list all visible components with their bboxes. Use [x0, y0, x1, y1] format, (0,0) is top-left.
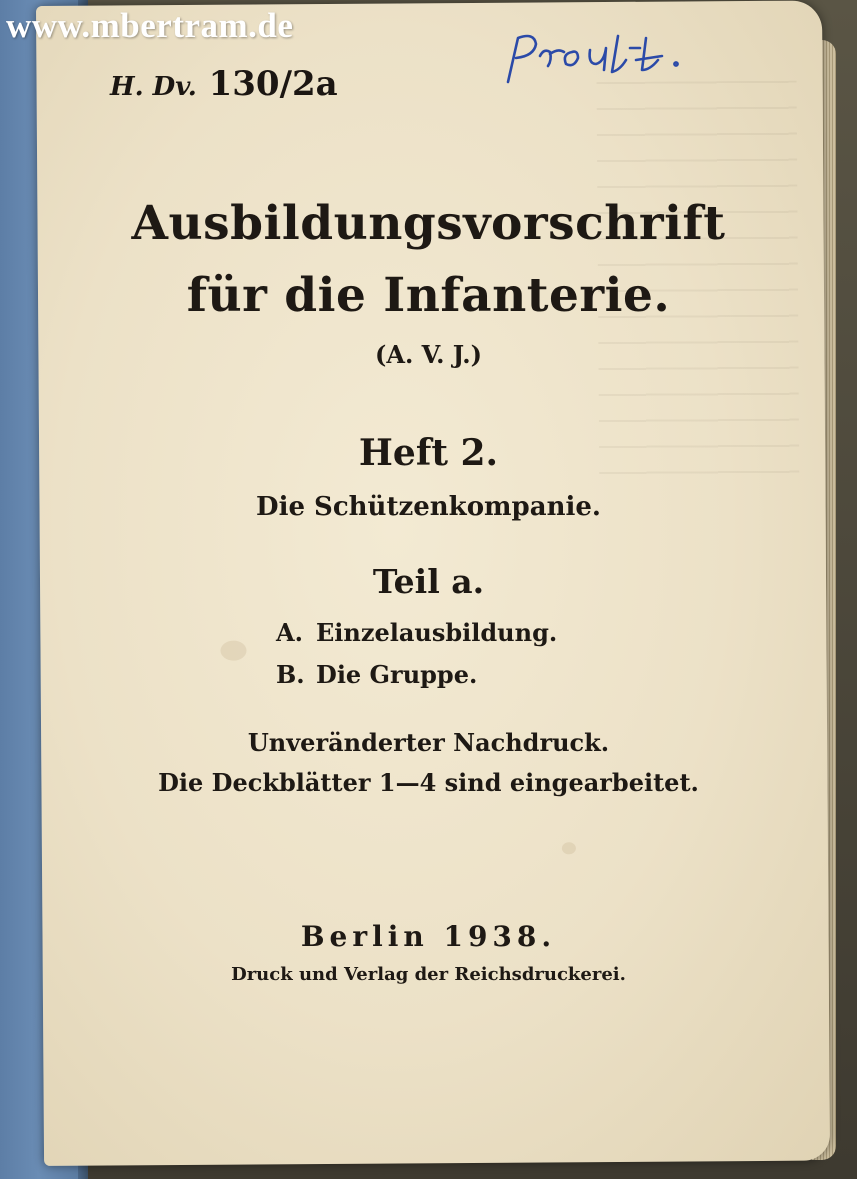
title-abbreviation: (A. V. J.) [374, 340, 483, 369]
reprint-note: Unveränderter Nachdruck. [247, 728, 610, 757]
contents-item-letter: B. [276, 660, 305, 689]
contents-item [276, 618, 557, 647]
volume-subtitle: Die Schützenkompanie. [256, 492, 601, 522]
handwritten-note-signature [500, 30, 700, 100]
regulation-code-number: 130/2a [208, 64, 338, 104]
volume-heading: Heft 2. [358, 432, 499, 474]
part-heading: Teil a. [372, 562, 485, 601]
place-and-year: Berlin 1938. [300, 920, 557, 953]
foxing-spot [220, 641, 246, 661]
contents-item-text: Einzelausbildung. [316, 618, 558, 647]
site-watermark: www.mbertram.de [6, 6, 294, 45]
contents-item-text: Die Gruppe. [316, 660, 478, 689]
title-line-1: Ausbildungsvorschrift [131, 196, 726, 251]
regulation-code [110, 64, 338, 104]
amendments-note: Die Deckblätter 1—4 sind eingearbeitet. [158, 768, 699, 797]
contents-item [276, 660, 477, 689]
contents-item-letter: A. [276, 618, 303, 647]
regulation-code-prefix: H. Dv. [110, 72, 197, 102]
publisher-line: Druck und Verlag der Reichsdruckerei. [231, 964, 626, 985]
foxing-spot [562, 842, 576, 854]
title-line-2: für die Infanterie. [186, 268, 671, 323]
